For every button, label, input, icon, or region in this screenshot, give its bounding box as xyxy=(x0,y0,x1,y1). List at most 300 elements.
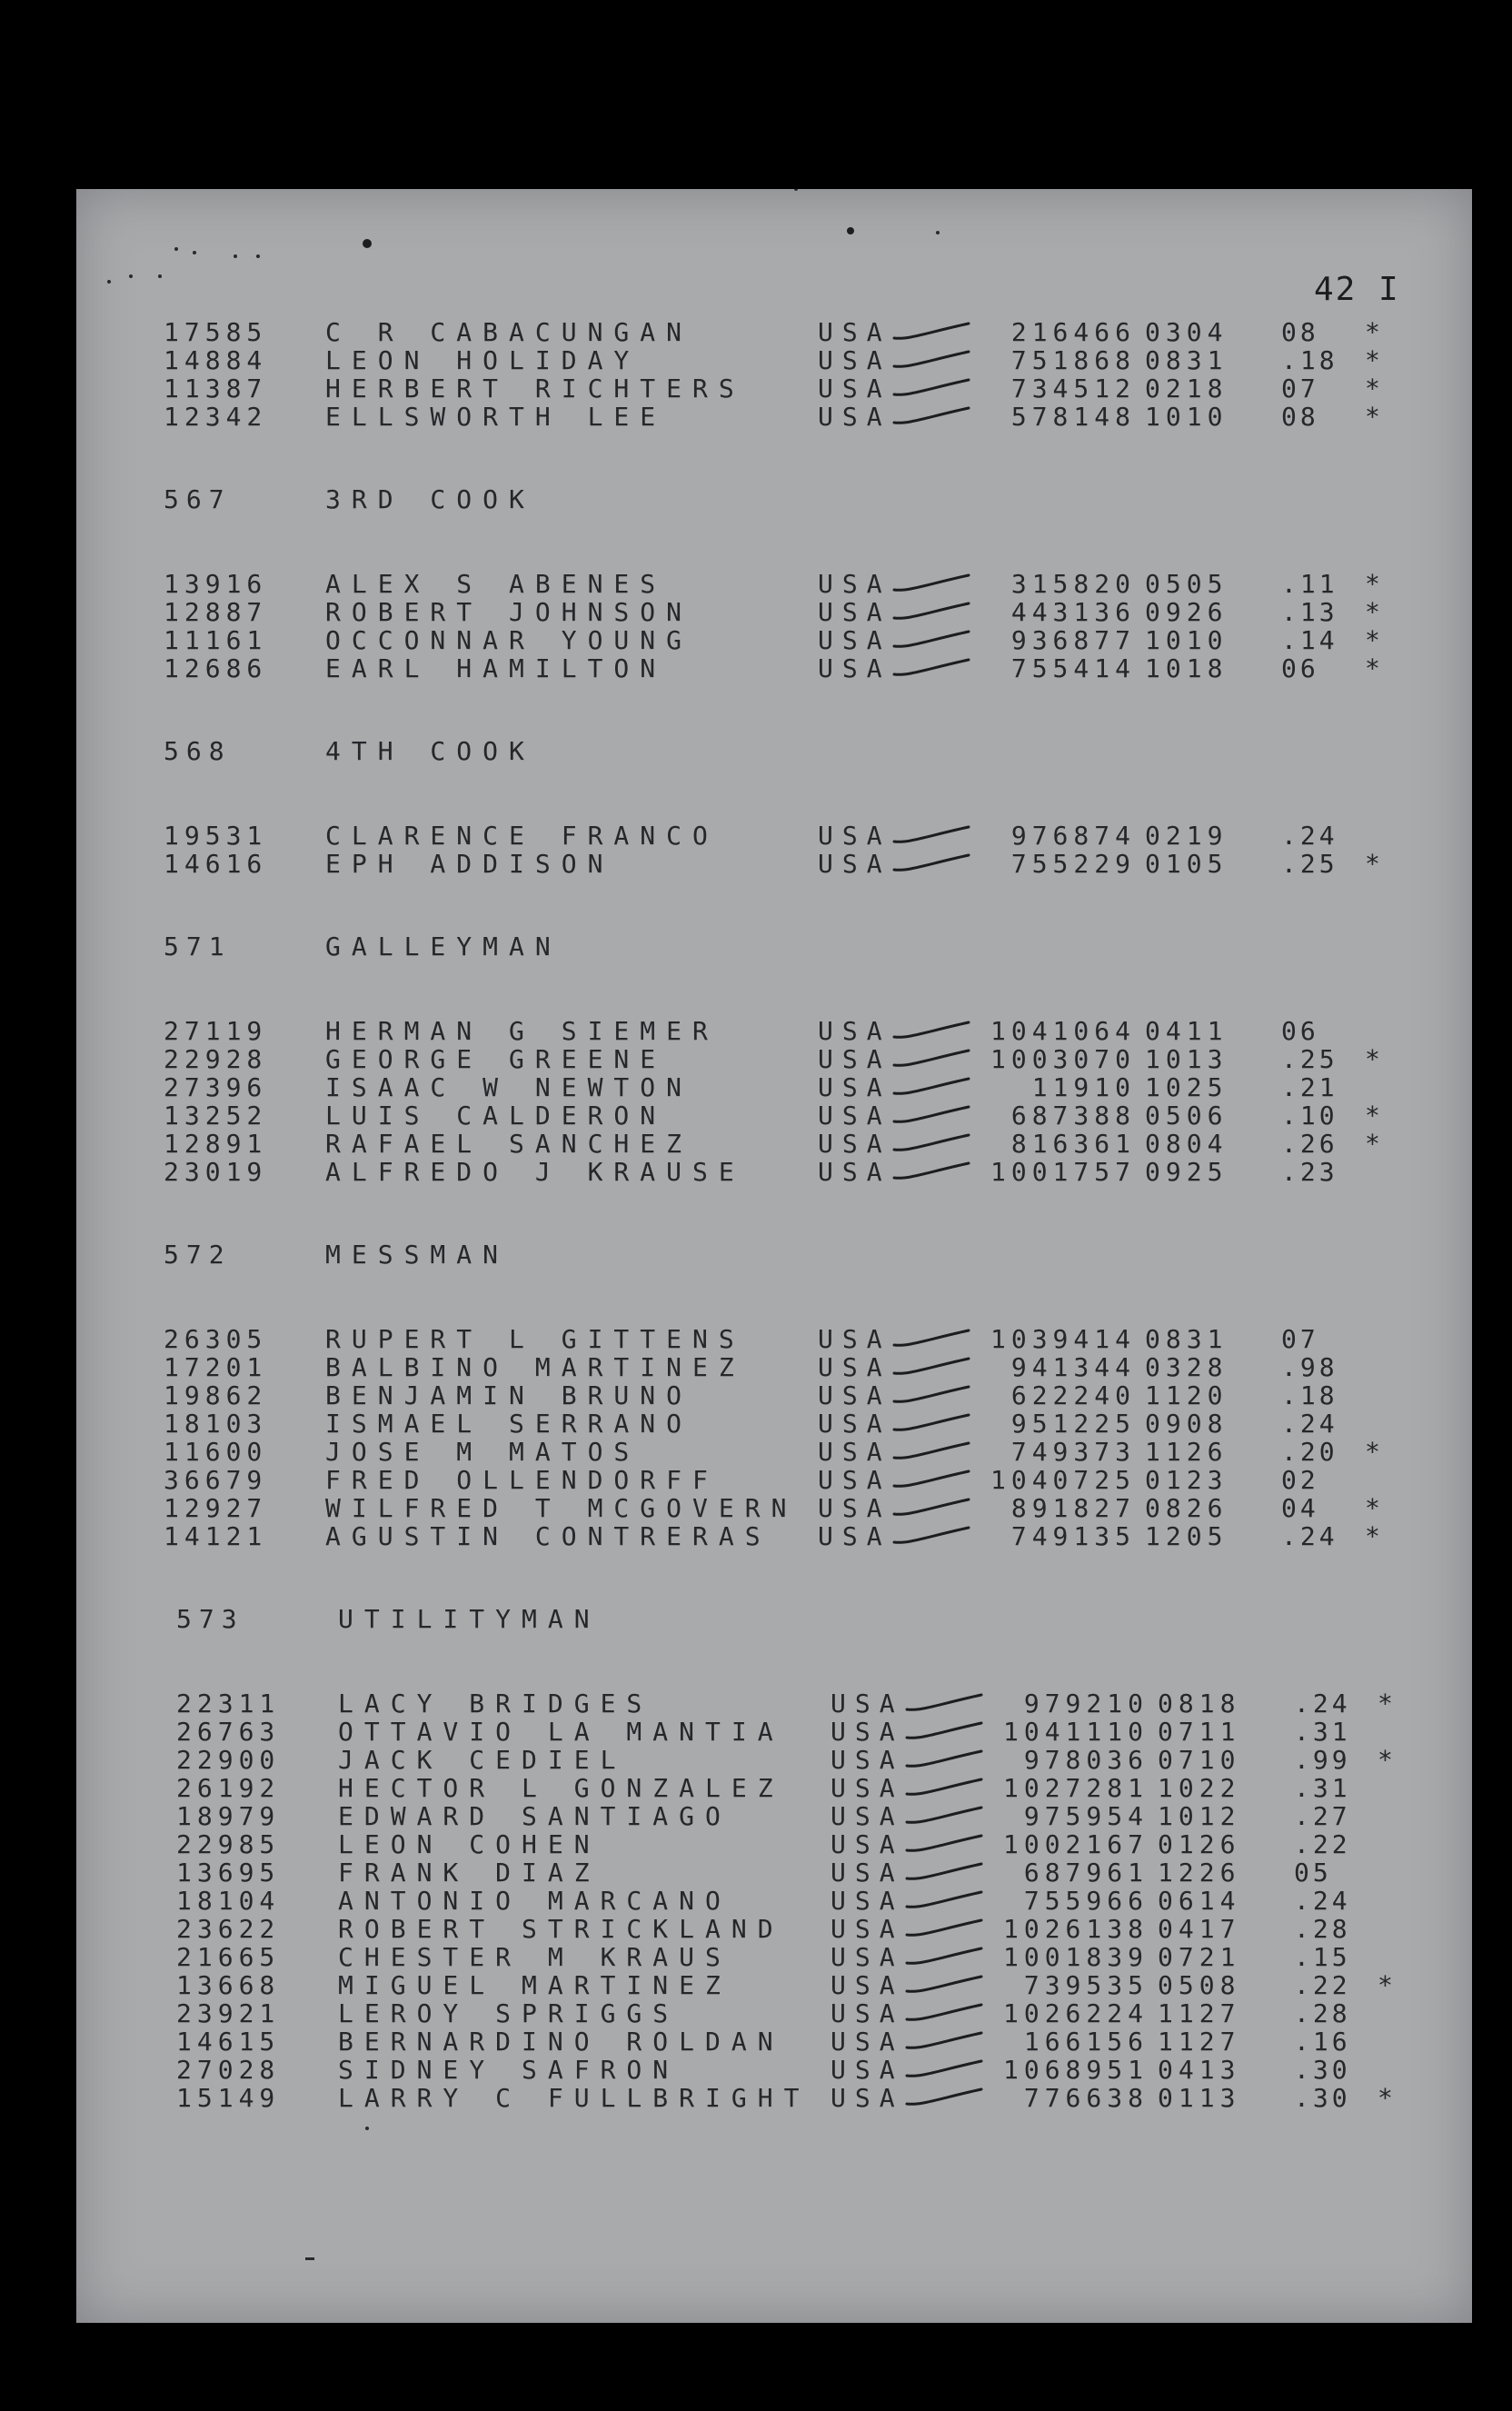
document-number-cell xyxy=(963,374,1136,403)
document-number: 1068951 xyxy=(1002,2055,1149,2085)
document-number-cell xyxy=(976,2056,1149,2084)
check-mark-icon xyxy=(890,852,972,875)
table-row xyxy=(164,1353,1436,1381)
rate-value: .16 xyxy=(1294,2027,1351,2057)
crew-name: MIGUEL MARTINEZ xyxy=(338,1970,731,2000)
citizenship: USA xyxy=(818,1016,891,1046)
crew-id: 26763 xyxy=(176,1717,281,1747)
check-mark-icon xyxy=(890,1019,972,1042)
crew-name: LEON HOLIDAY xyxy=(325,345,641,375)
table-row xyxy=(164,1410,1436,1438)
document-number-cell xyxy=(963,850,1136,878)
section-code: 568 xyxy=(164,736,232,766)
crew-name: HERMAN G SIEMER xyxy=(325,1016,719,1046)
section-code: 567 xyxy=(164,484,232,514)
document-number-cell xyxy=(963,1494,1136,1522)
check-mark-icon xyxy=(890,1103,972,1127)
document-number: 739535 xyxy=(1023,1970,1149,2000)
document-number: 941344 xyxy=(1010,1352,1136,1382)
date-code: 1205 xyxy=(1145,1521,1228,1551)
asterisk-mark: * xyxy=(1365,625,1380,655)
citizenship: USA xyxy=(818,821,891,851)
table-row xyxy=(176,1915,1448,1943)
document-number-cell xyxy=(976,1887,1149,1915)
document-number: 951225 xyxy=(1010,1409,1136,1439)
check-mark-icon xyxy=(890,1440,972,1463)
document-number-cell xyxy=(963,346,1136,374)
document-number-cell xyxy=(976,1689,1149,1718)
document-number: 11910 xyxy=(1031,1072,1136,1102)
document-number: 1003070 xyxy=(990,1044,1136,1074)
document-number-cell xyxy=(976,2027,1149,2056)
check-mark-icon xyxy=(903,1888,985,1912)
crew-id: 13916 xyxy=(164,569,268,599)
crew-name: LACY BRIDGES xyxy=(338,1689,653,1719)
rate-value: .22 xyxy=(1294,1829,1351,1859)
rate-value: .28 xyxy=(1294,1914,1351,1944)
table-row xyxy=(164,822,1436,850)
rate-value: .30 xyxy=(1294,2083,1351,2113)
check-mark-icon xyxy=(890,1131,972,1155)
document-number: 755414 xyxy=(1010,653,1136,683)
check-mark-icon xyxy=(903,1719,985,1743)
table-row xyxy=(176,1774,1448,1802)
date-code: 0614 xyxy=(1158,1886,1241,1916)
crew-name: ALFREDO J KRAUSE xyxy=(325,1157,745,1187)
crew-id: 12342 xyxy=(164,402,268,432)
rate-value: .21 xyxy=(1281,1072,1338,1102)
citizenship: USA xyxy=(831,1998,904,2028)
document-number-cell xyxy=(963,1073,1136,1101)
check-mark-icon xyxy=(903,1860,985,1884)
citizenship: USA xyxy=(831,1717,904,1747)
crew-name: CHESTER M KRAUS xyxy=(338,1942,731,1972)
table-row xyxy=(176,1830,1448,1858)
date-code: 1126 xyxy=(1145,1437,1228,1467)
table-row xyxy=(164,1101,1436,1130)
document-number: 749373 xyxy=(1010,1437,1136,1467)
date-code: 0328 xyxy=(1145,1352,1228,1382)
crew-id: 36679 xyxy=(164,1465,268,1495)
crew-id: 23622 xyxy=(176,1914,281,1944)
document-number-cell xyxy=(963,654,1136,682)
citizenship: USA xyxy=(831,1689,904,1719)
crew-name: FRANK DIAZ xyxy=(338,1858,601,1888)
check-mark-icon xyxy=(890,1496,972,1519)
table-row xyxy=(164,1494,1436,1522)
crew-name: OCCONNAR YOUNG xyxy=(325,625,693,655)
section-code: 571 xyxy=(164,932,232,961)
check-mark-icon xyxy=(903,2001,985,2025)
check-mark-icon xyxy=(903,1804,985,1828)
table-row xyxy=(164,1073,1436,1101)
document-number: 1027281 xyxy=(1002,1773,1149,1803)
crew-id: 22311 xyxy=(176,1689,281,1719)
document-number: 979210 xyxy=(1023,1689,1149,1719)
date-code: 1127 xyxy=(1158,2027,1241,2057)
asterisk-mark: * xyxy=(1365,402,1380,432)
document-number: 1041064 xyxy=(990,1016,1136,1046)
date-code: 0818 xyxy=(1158,1689,1241,1719)
citizenship: USA xyxy=(818,374,891,403)
citizenship: USA xyxy=(818,1380,891,1410)
asterisk-mark: * xyxy=(1365,1044,1380,1074)
document-number: 891827 xyxy=(1010,1493,1136,1523)
document-number: 776638 xyxy=(1023,2083,1149,2113)
document-number-cell xyxy=(963,1130,1136,1158)
rate-value: .20 xyxy=(1281,1437,1338,1467)
citizenship: USA xyxy=(818,597,891,627)
rate-value: .11 xyxy=(1281,569,1338,599)
document-number-cell xyxy=(963,1522,1136,1550)
crew-name: JOSE M MATOS xyxy=(325,1437,641,1467)
rate-value: .98 xyxy=(1281,1352,1338,1382)
document-number-cell xyxy=(963,822,1136,850)
citizenship: USA xyxy=(818,345,891,375)
table-row xyxy=(164,1130,1436,1158)
document-number: 315820 xyxy=(1010,569,1136,599)
document-number: 443136 xyxy=(1010,597,1136,627)
document-number: 1041110 xyxy=(1002,1717,1149,1747)
table-row xyxy=(164,1466,1436,1494)
date-code: 1013 xyxy=(1145,1044,1228,1074)
crew-id: 26192 xyxy=(176,1773,281,1803)
crew-id: 11161 xyxy=(164,625,268,655)
crew-id: 23921 xyxy=(176,1998,281,2028)
asterisk-mark: * xyxy=(1365,569,1380,599)
section-title: 3RD COOK xyxy=(325,484,535,514)
citizenship: USA xyxy=(831,1801,904,1831)
date-code: 0105 xyxy=(1145,849,1228,879)
document-number-cell xyxy=(963,570,1136,598)
table-row xyxy=(164,1438,1436,1466)
rate-value: 06 xyxy=(1281,653,1319,683)
crew-id: 18104 xyxy=(176,1886,281,1916)
date-code: 0123 xyxy=(1145,1465,1228,1495)
document-number-cell xyxy=(963,403,1136,431)
crew-name: ROBERT STRICKLAND xyxy=(338,1914,784,1944)
date-code: 1022 xyxy=(1158,1773,1241,1803)
table-row xyxy=(164,850,1436,878)
citizenship: USA xyxy=(818,1465,891,1495)
rate-value: 08 xyxy=(1281,317,1319,347)
crew-name: LEROY SPRIGGS xyxy=(338,1998,680,2028)
table-row xyxy=(164,403,1436,431)
document-number-cell xyxy=(963,1438,1136,1466)
date-code: 0417 xyxy=(1158,1914,1241,1944)
rate-value: .27 xyxy=(1294,1801,1351,1831)
document-number-cell xyxy=(976,1915,1149,1943)
document-number: 1039414 xyxy=(990,1324,1136,1354)
citizenship: USA xyxy=(831,1914,904,1944)
rate-value: .30 xyxy=(1294,2055,1351,2085)
document-number-cell xyxy=(976,1802,1149,1830)
table-row xyxy=(164,626,1436,654)
crew-name: LUIS CALDERON xyxy=(325,1101,667,1131)
table-row xyxy=(176,2084,1448,2112)
citizenship: USA xyxy=(818,317,891,347)
crew-id: 22900 xyxy=(176,1745,281,1775)
rate-value: .14 xyxy=(1281,625,1338,655)
asterisk-mark: * xyxy=(1365,1101,1380,1131)
table-row xyxy=(164,1045,1436,1073)
table-row xyxy=(164,1522,1436,1550)
citizenship: USA xyxy=(818,625,891,655)
crew-name: EARL HAMILTON xyxy=(325,653,667,683)
date-code: 1012 xyxy=(1158,1801,1241,1831)
date-code: 0908 xyxy=(1145,1409,1228,1439)
crew-name: ANTONIO MARCANO xyxy=(338,1886,731,1916)
document-number-cell xyxy=(963,1017,1136,1045)
crew-id: 21665 xyxy=(176,1942,281,1972)
document-number-cell xyxy=(976,1774,1149,1802)
crew-id: 14616 xyxy=(164,849,268,879)
section-code: 573 xyxy=(176,1604,244,1634)
crew-id: 12927 xyxy=(164,1493,268,1523)
document-number-cell xyxy=(963,1381,1136,1410)
crew-id: 22985 xyxy=(176,1829,281,1859)
date-code: 0926 xyxy=(1145,597,1228,627)
table-row xyxy=(164,374,1436,403)
asterisk-mark: * xyxy=(1365,653,1380,683)
table-row xyxy=(164,1017,1436,1045)
table-row xyxy=(176,1858,1448,1887)
citizenship: USA xyxy=(818,569,891,599)
table-row xyxy=(164,654,1436,682)
document-number-cell xyxy=(963,598,1136,626)
crew-id: 22928 xyxy=(164,1044,268,1074)
document-number: 216466 xyxy=(1010,317,1136,347)
crew-id: 14615 xyxy=(176,2027,281,2057)
table-row xyxy=(176,1943,1448,1971)
asterisk-mark: * xyxy=(1365,374,1380,403)
check-mark-icon xyxy=(890,1327,972,1350)
document-number: 687388 xyxy=(1010,1101,1136,1131)
date-code: 0411 xyxy=(1145,1016,1228,1046)
date-code: 0831 xyxy=(1145,1324,1228,1354)
rate-value: .25 xyxy=(1281,849,1338,879)
citizenship: USA xyxy=(818,849,891,879)
document-number: 687961 xyxy=(1023,1858,1149,1888)
citizenship: USA xyxy=(818,1129,891,1159)
check-mark-icon xyxy=(903,2086,985,2109)
check-mark-icon xyxy=(903,1748,985,1771)
document-number-cell xyxy=(963,1158,1136,1186)
crew-name: ALEX S ABENES xyxy=(325,569,667,599)
crew-name: GEORGE GREENE xyxy=(325,1044,667,1074)
date-code: 0304 xyxy=(1145,317,1228,347)
date-code: 0505 xyxy=(1145,569,1228,599)
section-code: 572 xyxy=(164,1240,232,1270)
document-number-cell xyxy=(963,318,1136,346)
asterisk-mark: * xyxy=(1365,317,1380,347)
check-mark-icon xyxy=(890,823,972,847)
document-number: 816361 xyxy=(1010,1129,1136,1159)
crew-name: HECTOR L GONZALEZ xyxy=(338,1773,784,1803)
asterisk-mark: * xyxy=(1365,1521,1380,1551)
check-mark-icon xyxy=(903,2057,985,2081)
rate-value: .22 xyxy=(1294,1970,1351,2000)
asterisk-mark: * xyxy=(1365,1437,1380,1467)
document-number: 1026224 xyxy=(1002,1998,1149,2028)
crew-id: 12887 xyxy=(164,597,268,627)
date-code: 1018 xyxy=(1145,653,1228,683)
rate-value: .31 xyxy=(1294,1717,1351,1747)
citizenship: USA xyxy=(831,1829,904,1859)
asterisk-mark: * xyxy=(1378,2083,1393,2113)
check-mark-icon xyxy=(890,1160,972,1183)
document-number-cell xyxy=(976,1943,1149,1971)
asterisk-mark: * xyxy=(1365,597,1380,627)
date-code: 1127 xyxy=(1158,1998,1241,2028)
crew-name: RAFAEL SANCHEZ xyxy=(325,1129,693,1159)
citizenship: USA xyxy=(831,1886,904,1916)
date-code: 0721 xyxy=(1158,1942,1241,1972)
crew-id: 27119 xyxy=(164,1016,268,1046)
citizenship: USA xyxy=(831,1858,904,1888)
table-row xyxy=(176,1746,1448,1774)
document-number: 936877 xyxy=(1010,625,1136,655)
rate-value: 04 xyxy=(1281,1493,1319,1523)
crew-name: EDWARD SANTIAGO xyxy=(338,1801,731,1831)
citizenship: USA xyxy=(831,1970,904,2000)
document-number: 622240 xyxy=(1010,1380,1136,1410)
check-mark-icon xyxy=(890,1047,972,1071)
citizenship: USA xyxy=(818,1044,891,1074)
table-row xyxy=(164,1381,1436,1410)
document-number: 578148 xyxy=(1010,402,1136,432)
crew-id: 18979 xyxy=(176,1801,281,1831)
rate-value: .25 xyxy=(1281,1044,1338,1074)
crew-id: 19862 xyxy=(164,1380,268,1410)
check-mark-icon xyxy=(890,1383,972,1407)
table-row xyxy=(176,2056,1448,2084)
check-mark-icon xyxy=(890,600,972,623)
check-mark-icon xyxy=(890,572,972,595)
asterisk-mark: * xyxy=(1378,1689,1393,1719)
check-mark-icon xyxy=(890,1524,972,1548)
document-number: 975954 xyxy=(1023,1801,1149,1831)
citizenship: USA xyxy=(831,2083,904,2113)
section-header xyxy=(164,932,1436,961)
table-row xyxy=(164,346,1436,374)
citizenship: USA xyxy=(818,402,891,432)
rate-value: .31 xyxy=(1294,1773,1351,1803)
section-header xyxy=(164,737,1436,765)
rate-value: .26 xyxy=(1281,1129,1338,1159)
citizenship: USA xyxy=(818,1352,891,1382)
check-mark-icon xyxy=(890,656,972,680)
crew-id: 11600 xyxy=(164,1437,268,1467)
crew-id: 17201 xyxy=(164,1352,268,1382)
rate-value: .18 xyxy=(1281,1380,1338,1410)
document-number-cell xyxy=(963,1045,1136,1073)
citizenship: USA xyxy=(818,1493,891,1523)
rate-value: 08 xyxy=(1281,402,1319,432)
document-number-cell xyxy=(976,1746,1149,1774)
citizenship: USA xyxy=(818,1409,891,1439)
check-mark-icon xyxy=(890,1411,972,1435)
crew-name: BENJAMIN BRUNO xyxy=(325,1380,693,1410)
rate-value: .24 xyxy=(1294,1886,1351,1916)
date-code: 0831 xyxy=(1145,345,1228,375)
check-mark-icon xyxy=(890,404,972,428)
rate-value: .28 xyxy=(1294,1998,1351,2028)
date-code: 0218 xyxy=(1145,374,1228,403)
rate-value: 07 xyxy=(1281,1324,1319,1354)
citizenship: USA xyxy=(831,1942,904,1972)
asterisk-mark: * xyxy=(1365,1129,1380,1159)
document-number-cell xyxy=(963,1466,1136,1494)
crew-name: LARRY C FULLBRIGHT xyxy=(338,2083,811,2113)
crew-id: 27028 xyxy=(176,2055,281,2085)
document-number: 166156 xyxy=(1023,2027,1149,2057)
citizenship: USA xyxy=(818,1072,891,1102)
citizenship: USA xyxy=(831,1773,904,1803)
date-code: 1010 xyxy=(1145,625,1228,655)
table-row xyxy=(164,318,1436,346)
crew-id: 13252 xyxy=(164,1101,268,1131)
check-mark-icon xyxy=(890,1075,972,1099)
section-title: GALLEYMAN xyxy=(325,932,562,961)
document-number: 1001757 xyxy=(990,1157,1136,1187)
crew-id: 17585 xyxy=(164,317,268,347)
date-code: 0826 xyxy=(1145,1493,1228,1523)
rate-value: .23 xyxy=(1281,1157,1338,1187)
date-code: 0506 xyxy=(1145,1101,1228,1131)
rate-value: 05 xyxy=(1294,1858,1332,1888)
document-number-cell xyxy=(963,626,1136,654)
document-number-cell xyxy=(963,1325,1136,1353)
rate-value: 02 xyxy=(1281,1465,1319,1495)
rate-value: 07 xyxy=(1281,374,1319,403)
date-code: 0113 xyxy=(1158,2083,1241,2113)
crew-id: 11387 xyxy=(164,374,268,403)
asterisk-mark: * xyxy=(1378,1745,1393,1775)
document-number: 1040725 xyxy=(990,1465,1136,1495)
check-mark-icon xyxy=(903,1945,985,1968)
document-page xyxy=(76,189,1472,2323)
document-number: 976874 xyxy=(1010,821,1136,851)
rate-value: .18 xyxy=(1281,345,1338,375)
asterisk-mark: * xyxy=(1365,345,1380,375)
crew-name: HERBERT RICHTERS xyxy=(325,374,745,403)
date-code: 1025 xyxy=(1145,1072,1228,1102)
citizenship: USA xyxy=(818,1157,891,1187)
crew-id: 12686 xyxy=(164,653,268,683)
document-number-cell xyxy=(976,1971,1149,1999)
check-mark-icon xyxy=(890,320,972,344)
crew-name: RUPERT L GITTENS xyxy=(325,1324,745,1354)
citizenship: USA xyxy=(818,1101,891,1131)
citizenship: USA xyxy=(831,2027,904,2057)
document-number-cell xyxy=(976,2084,1149,2112)
check-mark-icon xyxy=(890,376,972,400)
date-code: 0508 xyxy=(1158,1970,1241,2000)
citizenship: USA xyxy=(818,1521,891,1551)
asterisk-mark: * xyxy=(1365,849,1380,879)
date-code: 1010 xyxy=(1145,402,1228,432)
table-row xyxy=(176,1887,1448,1915)
crew-name: BERNARDINO ROLDAN xyxy=(338,2027,784,2057)
crew-id: 14121 xyxy=(164,1521,268,1551)
check-mark-icon xyxy=(890,348,972,372)
document-number-cell xyxy=(963,1353,1136,1381)
crew-name: EPH ADDISON xyxy=(325,849,614,879)
crew-name: FRED OLLENDORFF xyxy=(325,1465,719,1495)
document-number: 978036 xyxy=(1023,1745,1149,1775)
rate-value: .24 xyxy=(1281,1521,1338,1551)
